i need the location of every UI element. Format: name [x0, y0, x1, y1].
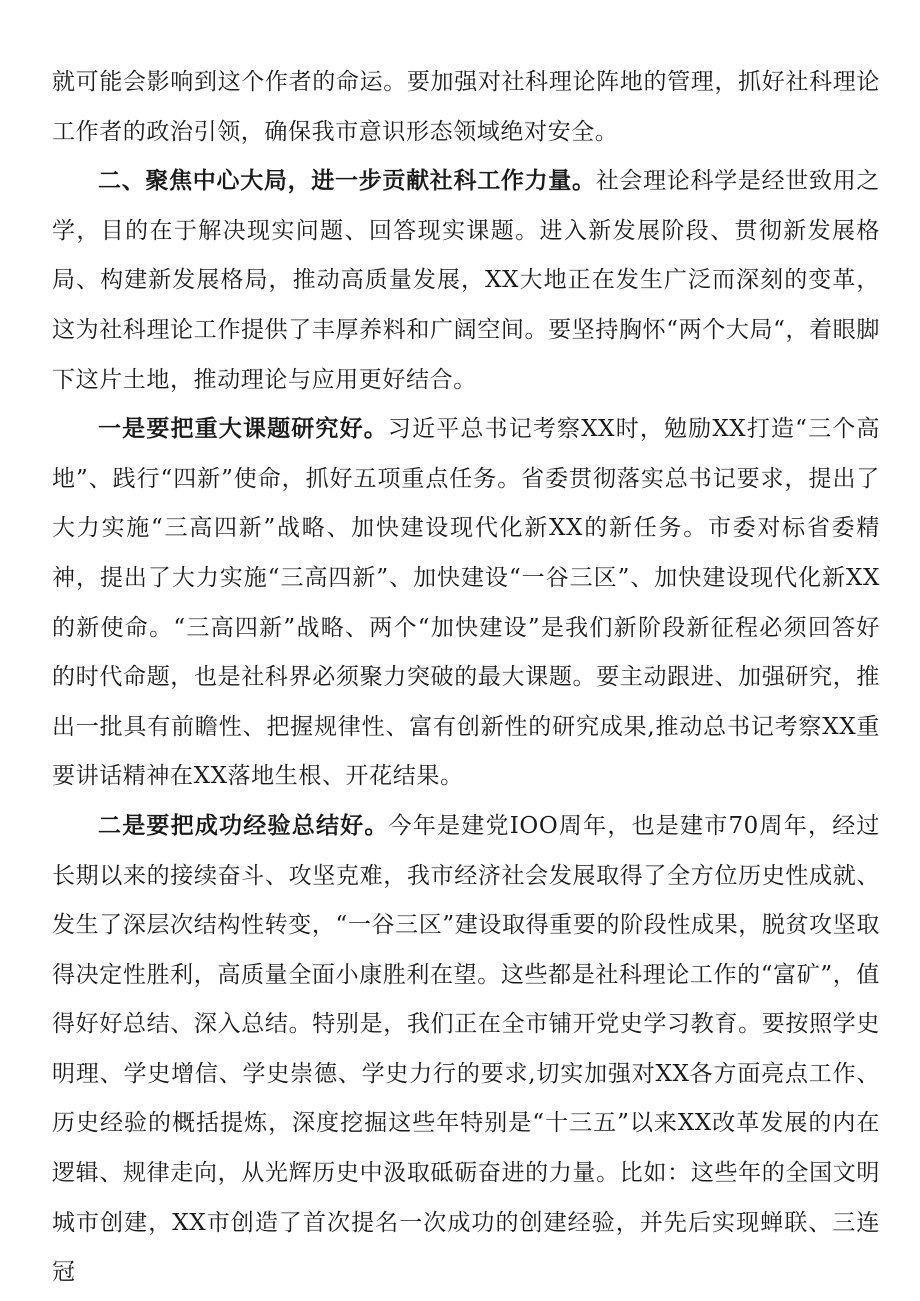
document-page [52, 58, 880, 1298]
paragraph-point-two [52, 802, 880, 1298]
paragraph-body: 就可能会影响到这个作者的命运。要加强对社科理论阵地的管理，抓好社科理论工作者的政治引领，确保我市意识形态领域绝对安全。 [52, 69, 880, 145]
point-heading: 二是要把成功经验总结好。 [98, 812, 389, 839]
paragraph-point-one [52, 405, 880, 802]
point-heading: 一是要把重大课题研究好。 [98, 416, 388, 443]
paragraph-body: 今年是建党IOO周年，也是建市70周年，经过长期以来的接续奋斗、攻坚克难，我市经济社会发展取得了全方位历史性成就、发生了深层次结构性转变，“一谷三区”建设取得重要的阶段性成果，脱贫攻坚取得决定性胜利，高质量全面小康胜利在望。这些都是社科理论工作的“富矿”，值得好好总结、深入总结。特别是，我们正在全市铺开党史学习教育。要按照学史明理、学史增信、学史崇德、学史力行的要求,切实加强对XX各方面亮点工作、历史经验的概括提炼，深度挖掘这些年特别是“十三五”以来XX改革发展的内在逻辑、规律走向，从光辉历史中汲取砥砺奋进的力量。比如：这些年的全国文明城市创建，XX市创造了首次提名一次成功的创建经验，并先后实现蝉联、三连冠 [52, 812, 881, 1286]
paragraph-body: 社会理论科学是经世致用之学，目的在于解决现实问题、回答现实课题。进入新发展阶段、贯彻新发展格局、构建新发展格局，推动高质量发展，XX大地正在发生广泛而深刻的变革，这为社科理论工作提供了丰厚养料和广阔空间。要坚持胸怀“两个大局“，着眼脚下这片土地，推动理论与应用更好结合。 [52, 168, 880, 393]
paragraph-section-two [52, 157, 880, 405]
paragraph-body: 习近平总书记考察XX时，勉励XX打造“三个高地”、践行“四新”使命，抓好五项重点任务。省委贯彻落实总书记要求，提出了大力实施“三高四新”战略、加快建设现代化新XX的新任务。市委对标省委精神，提出了大力实施“三高四新”、加快建设“一谷三区”、加快建设现代化新XX的新使命。“三高四新”战略、两个“加快建设”是我们新阶段新征程必须回答好的时代命题，也是社科界必须聚力突破的最大课题。要主动跟进、加强研究，推出一批具有前瞻性、把握规律性、富有创新性的研究成果,推动总书记考察XX重要讲话精神在XX落地生根、开花结果。 [52, 416, 880, 790]
paragraph-continuation [52, 58, 880, 157]
section-heading: 二、聚焦中心大局，进一步贡献社科工作力量。 [98, 168, 596, 195]
